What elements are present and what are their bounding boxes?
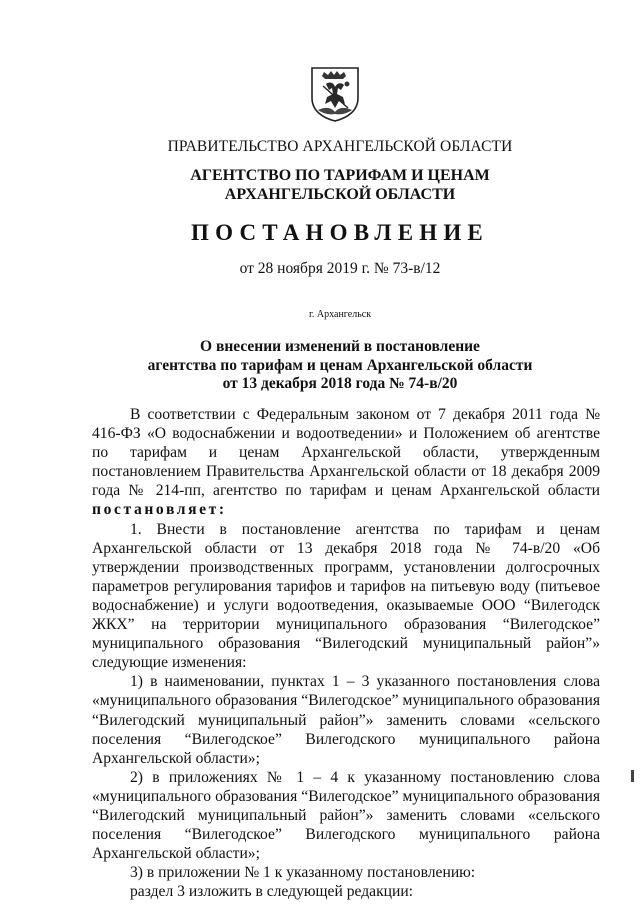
scan-edge-mark xyxy=(631,770,634,782)
paragraph-section-3: раздел 3 изложить в следующей редакции: xyxy=(130,883,414,901)
preamble-text: В соответствии с Федеральным законом от 7 декабря 2011 года № 416-ФЗ «О водоснабжении и водоотведении» и Положением об агентстве по тарифам и ценам Архангельской области, утвержденным постановлением Правительства Архангельской области от 18 декабря 2009 года № 214-пп, агентство по тарифам и ценам Архангельской области xyxy=(92,406,600,500)
paragraph-subitem-1: 1) в наименовании, пунктах 1 – 3 указанного постановления слова «муниципального образования “Вилегодское” муниципального образования “Вилегодский муниципальный район”» заменить словами «сельского поселения “Вилегодское” Вилегодского муниципального района Архангельской области»; xyxy=(92,673,600,767)
document-body xyxy=(92,405,600,901)
subject-line-3: от 13 декабря 2018 года № 74-в/20 xyxy=(222,375,458,392)
agency-name-line-2: АРХАНГЕЛЬСКОЙ ОБЛАСТИ xyxy=(224,186,456,203)
paragraph-subitem-3: 3) в приложении № 1 к указанному постановлению: xyxy=(130,864,476,882)
document-type-title: ПОСТАНОВЛЕНИЕ xyxy=(191,220,489,245)
paragraph-subitem-2: 2) в приложениях № 1 – 4 к указанному постановлению слова «муниципального образования “Вилегодское” муниципального образования “Вилегодский муниципальный район”» заменить словами «сельского поселения “Вилегодское” Вилегодского муниципального района Архангельской области»; xyxy=(92,768,600,863)
subject-line-1: О внесении изменений в постановление xyxy=(200,338,480,355)
government-title: ПРАВИТЕЛЬСТВО АРХАНГЕЛЬСКОЙ ОБЛАСТИ xyxy=(167,138,513,155)
date-and-number: от 28 ноября 2019 г. № 73-в/12 xyxy=(239,260,441,277)
coat-of-arms-icon xyxy=(308,64,362,122)
document-subject xyxy=(0,338,640,394)
city-name: г. Архангельск xyxy=(308,309,372,320)
decree-keyword: постановляет: xyxy=(92,501,227,519)
agency-name-line-1: АГЕНТСТВО ПО ТАРИФАМ И ЦЕНАМ xyxy=(190,167,490,184)
agency-name xyxy=(0,166,640,204)
paragraph-preamble xyxy=(92,405,600,520)
subject-line-2: агентства по тарифам и ценам Архангельской области xyxy=(147,356,533,374)
paragraph-item-1: 1. Внести в постановление агентства по тарифам и ценам Архангельской области от 13 декабря 2018 года № 74-в/20 «Об утверждении производственных программ, установлении долгосрочных параметров регулирования тарифов и тарифов на питьевую воду (питьевое водоснабжение) и услуги водоотведения, оказываемые ООО “Вилегодск ЖКХ” на территории муниципального образования “Вилегодское” муниципального образования “Вилегодский муниципальный район”» следующие изменения: xyxy=(92,520,600,672)
